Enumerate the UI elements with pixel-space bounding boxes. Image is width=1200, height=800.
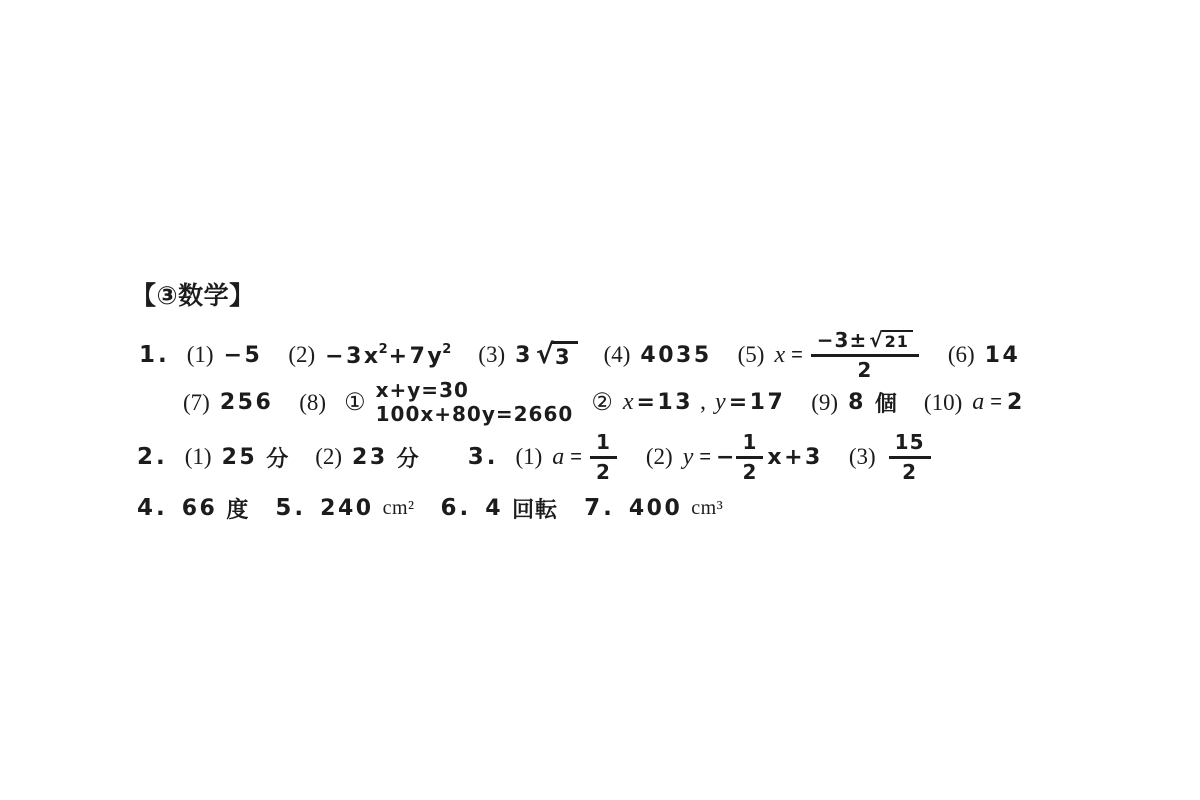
answers-row-2 (183, 379, 1025, 426)
q1-p5-denominator: 2 (857, 358, 873, 382)
q1-p8-equation-2: 100x+80y=2660 (375, 401, 574, 426)
q1-p3-radicand: 3 (551, 341, 578, 369)
q1-p4-answer: 4035 (640, 342, 712, 368)
sqrt-radical-21 (869, 330, 913, 351)
q7-unit: cm³ (691, 496, 724, 519)
q1-p7-answer: 256 (219, 390, 274, 416)
q3-p1-equals: = (570, 445, 582, 468)
sqrt-radical-3 (535, 338, 578, 370)
q4-answer: 66 (181, 495, 218, 521)
q3-p3-numerator: 15 (889, 431, 931, 459)
q4-number: 4. (137, 495, 168, 521)
q1-p8-label: (8) (299, 389, 327, 415)
q3-p1-numerator: 1 (590, 431, 617, 459)
q1-p5-radicand: 21 (882, 330, 913, 351)
q1-p2-term2: +7y (388, 343, 445, 369)
q5-answer: 240 (320, 495, 374, 521)
q1-p2-answer (325, 342, 452, 369)
q3-p2-minus: − (716, 444, 735, 470)
q3-p2-tail: x+3 (767, 444, 823, 470)
q1-p2-exponent2: 2 (442, 341, 452, 357)
q2-p2-label: (2) (315, 444, 343, 469)
q1-p8-circled-1: ① (344, 390, 366, 417)
q1-p7-label: (7) (183, 389, 210, 415)
page-title: 【③数学】 (131, 281, 255, 310)
answers-row-4 (137, 490, 723, 526)
q3-p2-equals: = (699, 445, 712, 468)
q1-p5-label: (5) (737, 342, 765, 367)
q1-p5-numerator (811, 329, 919, 357)
q1-p6-label: (6) (947, 342, 975, 367)
radical-sign-icon: √ (869, 328, 884, 353)
q3-p2-fraction (736, 431, 763, 483)
q1-p2-label: (2) (288, 342, 316, 367)
answers-row-3 (137, 431, 934, 483)
q3-p3-denominator: 2 (902, 460, 918, 484)
q6-unit: 回転 (512, 497, 559, 523)
q3-p1-fraction (590, 431, 617, 483)
q5-unit: cm² (382, 496, 415, 519)
q3-p2-label: (2) (645, 444, 673, 469)
q3-number: 3. (467, 444, 499, 470)
q3-p3-label: (3) (848, 444, 876, 469)
q7-number: 7. (584, 495, 615, 521)
q1-p6-answer: 14 (984, 342, 1021, 368)
q1-p5-num-prefix: −3± (816, 328, 868, 352)
q1-p8-equation-system (376, 379, 574, 426)
q2-p2-unit: 分 (396, 446, 420, 472)
q1-p10-answer: 2 (1006, 390, 1025, 416)
q1-p1-label: (1) (186, 342, 214, 367)
q1-p1-answer: −5 (223, 342, 263, 368)
q3-p2-variable: y (682, 443, 694, 470)
q2-p1-label: (1) (184, 444, 212, 469)
q1-p8-value-x: =13 (636, 390, 694, 416)
q1-p2-term1: −3x (325, 343, 381, 369)
q3-p1-variable: a (552, 443, 565, 470)
q3-p3-fraction (889, 431, 931, 483)
q2-number: 2. (137, 444, 168, 470)
q2-p2-answer: 23 (352, 444, 388, 470)
q1-p9-unit: 個 (874, 392, 898, 418)
q1-p8-comma: , (700, 389, 707, 416)
q4-unit: 度 (226, 497, 250, 523)
q1-number: 1. (139, 342, 170, 368)
q1-p8-circled-2: ② (591, 390, 613, 417)
q1-p8-value-y: =17 (728, 390, 786, 416)
q1-p3-label: (3) (478, 342, 506, 367)
q1-p3-coefficient: 3 (515, 342, 533, 368)
q5-number: 5. (275, 495, 307, 521)
q3-p1-denominator: 2 (595, 460, 611, 484)
q7-answer: 400 (628, 495, 683, 521)
q6-number: 6. (440, 495, 472, 521)
q2-p1-unit: 分 (266, 446, 290, 472)
q3-p1-label: (1) (515, 444, 543, 469)
q6-answer: 4 (485, 495, 504, 521)
q1-p8-equation-1: x+y=30 (375, 378, 469, 402)
answers-row-1 (139, 329, 1020, 381)
q1-p8-variable-y: y (715, 389, 726, 416)
q1-p9-answer: 8 (848, 390, 866, 416)
q3-p2-numerator: 1 (736, 431, 763, 459)
q1-p10-variable: a (972, 389, 985, 416)
q1-p8-variable-x: x (622, 389, 634, 416)
q3-p2-denominator: 2 (742, 460, 758, 484)
radical-sign-icon: √ (535, 338, 554, 370)
q1-p9-label: (9) (811, 389, 839, 415)
q1-p5-variable: x (774, 341, 786, 368)
q1-p4-label: (4) (603, 342, 631, 367)
q1-p5-fraction (811, 329, 919, 381)
q1-p10-equals: = (990, 391, 1002, 414)
q2-p1-answer: 25 (221, 444, 258, 470)
q1-p10-label: (10) (923, 389, 963, 415)
q1-p2-exponent1: 2 (378, 341, 388, 357)
q1-p5-equals: = (791, 343, 803, 366)
